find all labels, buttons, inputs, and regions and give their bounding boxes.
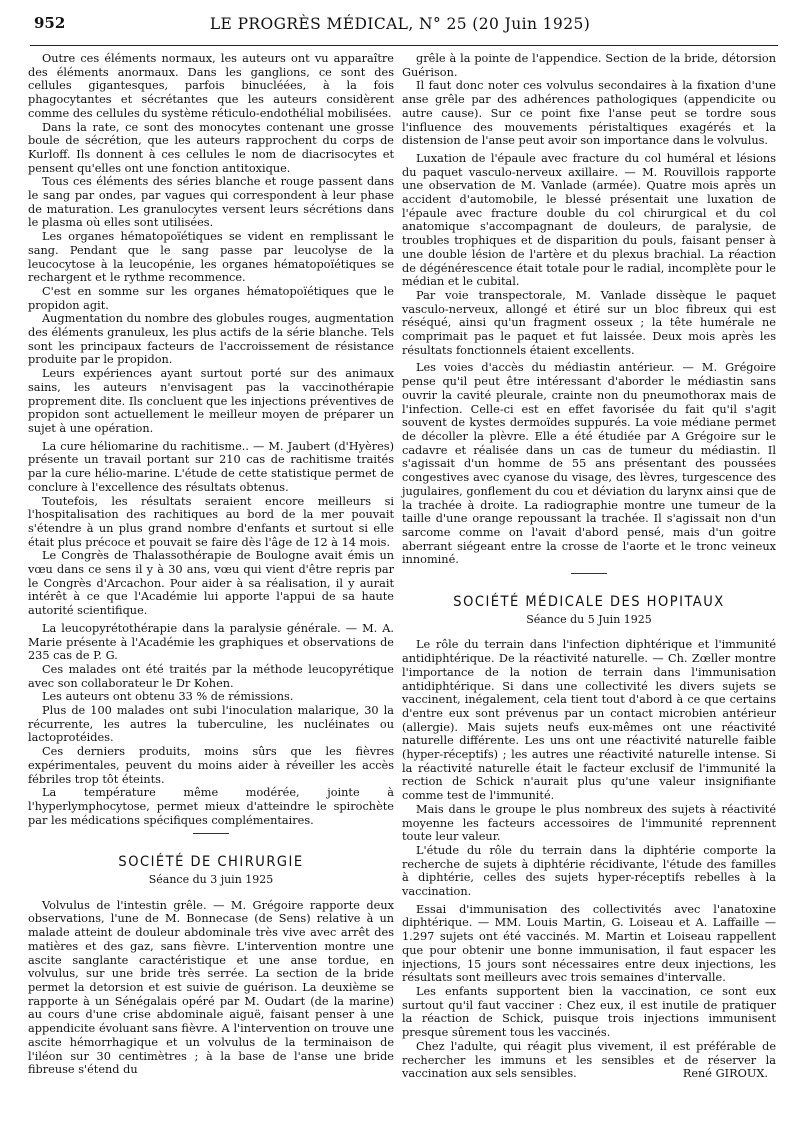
paragraph: Ces malades ont été traités par la méthode leucopyrétique avec son collaborateur le Dr Kohen. bbox=[28, 662, 394, 690]
paragraph: Leurs expériences ayant surtout porté sur des animaux sains, les auteurs n'envisagent pas la vaccinothérapie proprement dite. Ils concluent que les injections préventives de propidon sont actuellement le meilleur moyen de préparer un sujet à une opération. bbox=[28, 367, 394, 435]
paragraph: La température même modérée, jointe à l'hyperlymphocytose, permet mieux d'atteindre le spirochète par les médications spécifiques complémentaires. bbox=[28, 786, 394, 827]
paragraph: Plus de 100 malades ont subi l'inoculation malarique, 30 la récurrente, les autres la tuberculine, les nucléinates ou lactoprotéides. bbox=[28, 704, 394, 745]
right-column bbox=[402, 52, 776, 1081]
paragraph: Le Congrès de Thalassothérapie de Boulogne avait émis un vœu dans ce sens il y à 30 ans, vœu qui vient d'être repris par le Congrès d'Arcachon. Pour aider à sa réalisation, il y aurait intérêt à ce que l'Académie lui apporte l'appui de sa haute autorité scientifique. bbox=[28, 549, 394, 618]
page-header bbox=[24, 14, 776, 38]
paragraph: Outre ces éléments normaux, les auteurs ont vu apparaître des éléments anormaux. Dans les ganglions, ce sont des cellules gigantesques, parfois binucléées, à la fois phagocytantes et sécrétantes que les auteurs considèrent comme des cellules du système réticulo-endothélial mobilisées. bbox=[28, 52, 394, 120]
section-heading: SOCIÉTÉ MÉDICALE DES HOPITAUX bbox=[453, 594, 725, 611]
paragraph: Les auteurs ont obtenu 33 % de rémissions. bbox=[42, 690, 294, 704]
paragraph: Luxation de l'épaule avec fracture du col huméral et lésions du paquet vasculo-nerveux axillaire. — M. Rouvillois rapporte une observation de M. Vanlade (armée). Quatre mois après un accident d'automobile, le blessé présentait une luxation de l'épaule avec fracture double du col chirurgical et du col anatomique s'accompagnant de douleurs, de paralysie, de troubles trophiques et de disparition du pouls, faisant penser à une double lésion de l'artère et du plexus brachial. La réaction de dégénérescence était totale pour le radial, incomplète pour le médian et le cubital. bbox=[402, 151, 776, 289]
paragraph: Dans la rate, ce sont des monocytes contenant une grosse boule de sécrétion, que les auteurs rapprochent du corps de Kurloff. Ils donnent à ces cellules le nom de diacrisocytes et pensent qu'elles ont une fonction antitoxique. bbox=[28, 120, 394, 175]
journal-title: LE PROGRÈS MÉDICAL, N° 25 (20 Juin 1925) bbox=[209, 15, 591, 33]
paragraph: Essai d'immunisation des collectivités avec l'anatoxine diphtérique. — MM. Louis Martin, G. Loiseau et A. Laffaille — 1.297 sujets ont été vaccinés. M. Martin et Loiseau rappellent que pour obtenir une bonne immunisation, il faut espacer les injections, 15 jours sont nécessaires entre deux injections, les résultats sont meilleurs avec trois semaines d'intervalle. bbox=[402, 902, 776, 985]
paragraph: Les voies d'accès du médiastin antérieur. — M. Grégoire pense qu'il peut être intéressant d'aborder le médiastin sans ouvrir la cavité pleurale, crainte non du pneumothorax mais de l'infection. Celle-ci est en effet favorisée du fait qu'il s'agit souvent de kystes dermoïdes suppurés. La voie médiane permet de décoller la plèvre. Elle a été étudiée par A Grégoire sur le cadavre et réalisée dans un cas de tumeur du médiastin. Il s'agissait d'un homme de 55 ans présentant des poussées congestives avec cyanose du visage, des lèvres, turgescence des jugulaires, gonflement du cou et déviation du larynx ainsi que de la trachée à droite. La radiographie montre une tumeur de la taille d'une orange repoussant la trachée. Il s'agissait non d'un sarcome comme on l'avait d'abord pensé, mais d'un goitre aberrant siégeant entre la crosse de l'aorte et le tronc veineux innominé. bbox=[402, 361, 776, 567]
paragraph: Le rôle du terrain dans l'infection diphtérique et l'immunité antidiphtérique. De la réactivité naturelle. — Ch. Zœller montre l'importance de la notion de terrain dans l'immunisation antidiphtérique. Si dans une collectivité les divers sujets se vaccinent, inégalement, cela tient tout d'abord à ce que certains d'entre eux sont prévenus par un contact microbien antérieur (allergie). Mais sujets neufs eux-mêmes ont une réactivité naturelle différente. Les uns ont une réactivité naturelle faible (hyper-réceptifs) ; les autres une réactivité naturelle intense. Si la réactivité naturelle était le facteur exclusif de l'immunité la rection de Schick n'aurait plus qu'une valeur insignifiante comme test de l'immunité. bbox=[402, 638, 776, 803]
paragraph bbox=[402, 1040, 776, 1081]
header-rule bbox=[30, 45, 778, 46]
paragraph: C'est en somme sur les organes hématopoïétiques que le propidon agit. bbox=[28, 284, 394, 312]
section-heading: SOCIÉTÉ DE CHIRURGIE bbox=[118, 854, 304, 871]
paragraph: Il faut donc noter ces volvulus secondaires à la fixation d'une anse grêle par des adhérences pathologiques (appendicite ou autre cause). Sur ce point fixe l'anse peut se tordre sous l'influence des mouvements péristaltiques exagérés et la distension de l'anse peut avoir son importance dans le volvulus. bbox=[402, 79, 776, 148]
paragraph: grêle à la pointe de l'appendice. Section de la bride, détorsion Guérison. bbox=[402, 52, 776, 79]
paragraph: Ces derniers produits, moins sûrs que les fièvres expérimentales, peuvent du moins aider à réveiller les accès fébriles trop tôt éteints. bbox=[28, 745, 394, 786]
paragraph: La cure héliomarine du rachitisme.. — M. Jaubert (d'Hyères) présente un travail portant sur 210 cas de rachitisme traités par la cure hélio-marine. L'étude de cette statistique permet de conclure à l'excellence des résultats obtenus. bbox=[28, 439, 394, 494]
paragraph: Par voie transpectorale, M. Vanlade dissèque le paquet vasculo-nerveux, allongé et étiré sur un bloc fibreux qui est réséqué, ainsi qu'un fragment osseux ; la tête humérale ne comprimait pas le paquet et fut laissée. Deux mois après les résultats fonctionnels étaient excellents. bbox=[402, 288, 776, 357]
paragraph: L'étude du rôle du terrain dans la diphtérie comporte la recherche de sujets à diphtérie récidivante, l'étude des familles à diphtérie, celles des sujets hyper-réceptifs rebelles à la vaccination. bbox=[402, 843, 776, 899]
left-column bbox=[28, 52, 394, 1077]
page-number: 952 bbox=[34, 14, 66, 32]
paragraph: Augmentation du nombre des globules rouges, augmentation des éléments granuleux, les plus actifs de la série blanche. Tels sont les principaux facteurs de l'accroissement de résistance produite par le propidon. bbox=[28, 312, 394, 367]
paragraph: Tous ces éléments des séries blanche et rouge passent dans le sang par ondes, par vagues qui correspondent à leur phase de maturation. Les granulocytes versent leurs sécrétions dans le plasma où elles sont utilisées. bbox=[28, 175, 394, 230]
paragraph: Toutefois, les résultats seraient encore meilleurs si l'hospitalisation des rachitiques au bord de la mer pouvait s'étendre à un plus grand nombre d'enfants et surtout si elle était plus précoce et pouvait se faire dès l'âge de 12 à 14 mois. bbox=[28, 494, 394, 549]
section-date: Séance du 3 juin 1925 bbox=[148, 873, 274, 887]
section-date: Séance du 5 Juin 1925 bbox=[526, 612, 652, 626]
author-signature: René GIROUX. bbox=[682, 1067, 768, 1081]
section-divider bbox=[193, 833, 229, 834]
paragraph: Les organes hématopoïétiques se vident en remplissant le sang. Pendant que le sang passe par leucolyse de la leucocytose à la leucopénie, les organes hématopoïétiques se rechargent et le rythme recommence. bbox=[28, 230, 394, 285]
paragraph: Les enfants supportent bien la vaccination, ce sont eux surtout qu'il faut vacciner : Chez eux, il est inutile de pratiquer la réaction de Schick, puisque trois injections immunisent presque sûrement tous les vaccinés. bbox=[402, 985, 776, 1040]
section-divider bbox=[571, 573, 607, 574]
paragraph: La leucopyrétothérapie dans la paralysie générale. — M. A. Marie présente à l'Académie les graphiques et observations de 235 cas de P. G. bbox=[28, 621, 394, 663]
paragraph: Mais dans le groupe le plus nombreux des sujets à réactivité moyenne les facteurs accessoires de l'immunité reprennent toute leur valeur. bbox=[402, 802, 776, 844]
paragraph-text: Chez l'adulte, qui réagit plus vivement, il est préférable de rechercher les immuns et les sensibles et de réserver la vaccination aux sels sensibles. bbox=[402, 1039, 776, 1081]
paragraph: Volvulus de l'intestin grêle. — M. Grégoire rapporte deux observations, l'une de M. Bonnecase (de Sens) relative à un malade atteint de douleur abdominale très vive avec arrêt des matières et des gaz, sans fièvre. L'intervention montre une ascite sanglante caractéristique et une anse tordue, en volvulus, sur une bride très serrée. La section de la bride permet la detorsion et est suivie de guérison. La deuxième se rapporte à un Sénégalais opéré par M. Oudart (de la marine) au cours d'une crise abdominale aiguë, faisant penser à une appendicite évoluant sans fièvre. A l'intervention on trouve une ascite hémorrhagique et un volvulus de la terminaison de l'iléon sur 30 centimètres ; à la base de l'anse une bride fibreuse s'étend du bbox=[28, 898, 394, 1077]
